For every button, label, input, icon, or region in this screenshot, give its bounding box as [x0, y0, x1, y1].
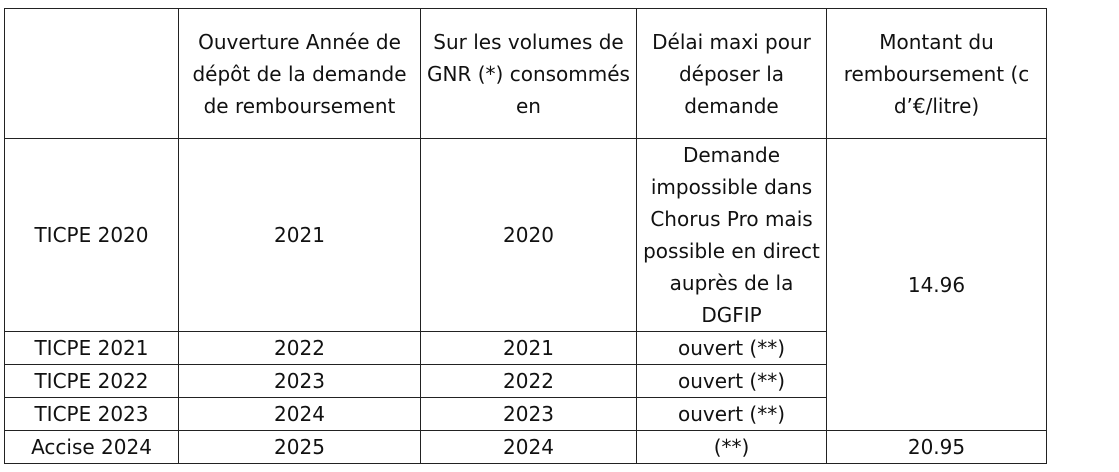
header-deposit-year: Ouverture Année de dépôt de la demande de remboursement — [179, 9, 421, 139]
amount-ticpe-cell: 14.96 — [827, 139, 1047, 431]
row-label: TICPE 2020 — [5, 139, 179, 332]
header-amount: Montant du remboursement (c d’€/litre) — [827, 9, 1047, 139]
header-row — [5, 9, 1047, 139]
row-label: TICPE 2021 — [5, 332, 179, 365]
row-label: TICPE 2023 — [5, 398, 179, 431]
consumption-year-cell: 2024 — [421, 431, 637, 464]
refund-table — [4, 8, 1047, 464]
deposit-year-cell: 2021 — [179, 139, 421, 332]
row-label: TICPE 2022 — [5, 365, 179, 398]
consumption-year-cell: 2023 — [421, 398, 637, 431]
row-label: Accise 2024 — [5, 431, 179, 464]
deposit-year-cell: 2022 — [179, 332, 421, 365]
consumption-year-cell: 2021 — [421, 332, 637, 365]
deposit-year-cell: 2024 — [179, 398, 421, 431]
table-row — [5, 139, 1047, 332]
header-empty — [5, 9, 179, 139]
deposit-year-cell: 2023 — [179, 365, 421, 398]
deadline-cell: Demande impossible dans Chorus Pro mais possible en direct auprès de la DGFIP — [637, 139, 827, 332]
table-row — [5, 431, 1047, 464]
deadline-cell: (**) — [637, 431, 827, 464]
deadline-cell: ouvert (**) — [637, 365, 827, 398]
deposit-year-cell: 2025 — [179, 431, 421, 464]
deadline-cell: ouvert (**) — [637, 332, 827, 365]
consumption-year-cell: 2022 — [421, 365, 637, 398]
consumption-year-cell: 2020 — [421, 139, 637, 332]
amount-accise-cell: 20.95 — [827, 431, 1047, 464]
deadline-cell: ouvert (**) — [637, 398, 827, 431]
header-consumption-year: Sur les volumes de GNR (*) consommés en — [421, 9, 637, 139]
header-deadline: Délai maxi pour déposer la demande — [637, 9, 827, 139]
